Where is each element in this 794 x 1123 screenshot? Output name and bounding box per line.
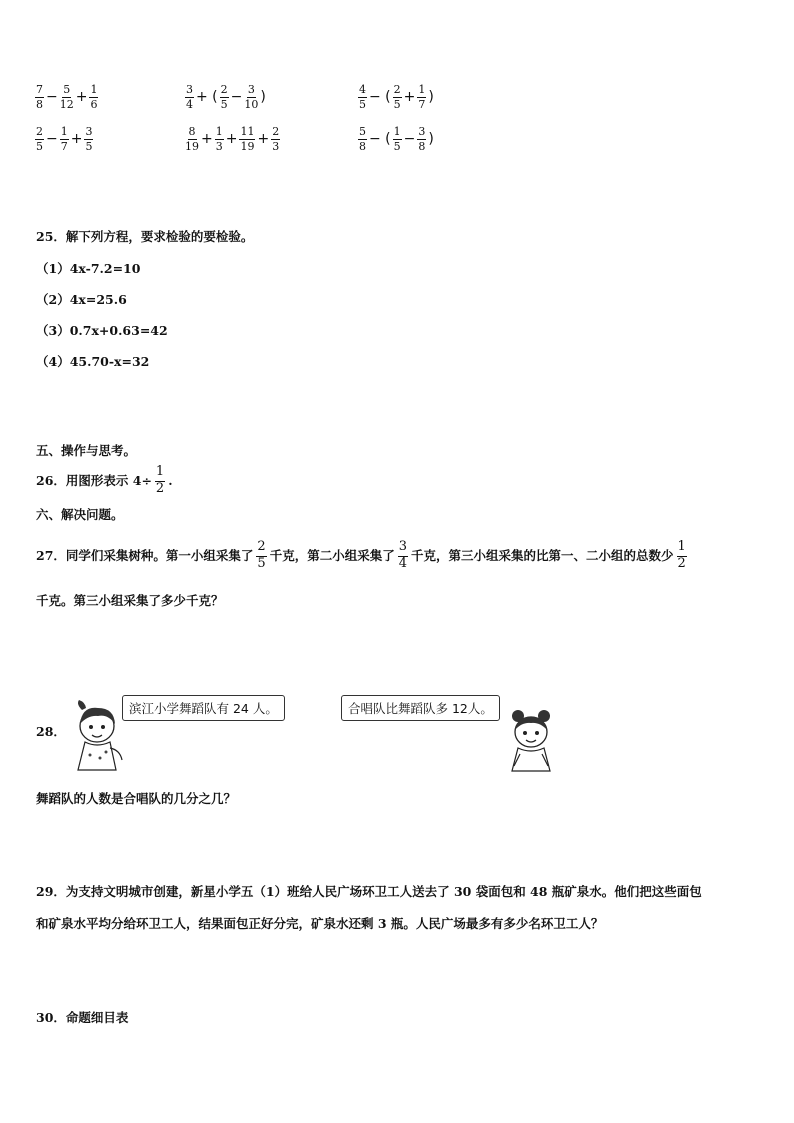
fraction-numerator: 2 bbox=[36, 124, 43, 138]
calc-expression-2-1 bbox=[34, 121, 94, 157]
q27-line-2: 千克。第三小组采集了多少千克？ bbox=[36, 593, 224, 608]
q27-fraction-3-num: 1 bbox=[677, 540, 687, 557]
fraction-denominator: 7 bbox=[418, 97, 426, 111]
q27-line-1 bbox=[36, 536, 690, 576]
operator: − ( bbox=[369, 131, 391, 147]
fraction bbox=[393, 126, 402, 152]
fraction-denominator: 5 bbox=[393, 97, 401, 111]
q27-part-2: 千克，第二小组采集了 bbox=[269, 547, 395, 563]
q30-title: 30．命题细目表 bbox=[36, 1010, 129, 1025]
fraction-numerator: 11 bbox=[240, 124, 255, 138]
operator: − bbox=[230, 89, 243, 105]
fraction-numerator: 3 bbox=[186, 82, 193, 96]
operator: + ( bbox=[196, 89, 218, 105]
operator: ) bbox=[428, 89, 434, 105]
calc-expression-1-1 bbox=[34, 79, 99, 115]
fraction-denominator: 5 bbox=[220, 97, 228, 111]
fraction-denominator: 10 bbox=[244, 97, 259, 111]
fraction-denominator: 5 bbox=[36, 139, 43, 153]
fraction bbox=[271, 126, 280, 152]
operator: ) bbox=[428, 131, 434, 147]
q25-title: 25．解下列方程，要求检验的要检验。 bbox=[36, 229, 254, 244]
fraction-denominator: 19 bbox=[185, 139, 199, 153]
fraction bbox=[358, 126, 367, 152]
q26-prefix: 26．用图形表示 4÷ bbox=[36, 472, 152, 488]
q25-item-3: （3）0.7x+0.63=42 bbox=[36, 323, 168, 338]
fraction bbox=[244, 84, 258, 110]
calc-expression-1-2 bbox=[184, 79, 267, 115]
q27-fraction-2-num: 3 bbox=[398, 540, 408, 557]
fraction bbox=[358, 84, 367, 110]
fraction-denominator: 12 bbox=[59, 97, 74, 111]
fraction-denominator: 19 bbox=[240, 139, 255, 153]
operator: + bbox=[403, 89, 416, 105]
operator: − bbox=[46, 131, 58, 147]
fraction bbox=[84, 126, 93, 152]
fraction bbox=[417, 84, 426, 110]
fraction bbox=[60, 126, 69, 152]
fraction bbox=[239, 126, 255, 152]
q28-question: 舞蹈队的人数是合唱队的几分之几？ bbox=[36, 791, 237, 806]
fraction-denominator: 8 bbox=[418, 139, 426, 153]
fraction-denominator: 6 bbox=[90, 97, 98, 111]
fraction-numerator: 7 bbox=[36, 82, 43, 96]
fraction-numerator: 1 bbox=[215, 124, 223, 138]
q27-fraction-3 bbox=[677, 540, 687, 572]
fraction bbox=[35, 84, 44, 110]
operator: − bbox=[46, 89, 58, 105]
fraction-numerator: 2 bbox=[393, 82, 401, 96]
fraction-numerator: 8 bbox=[188, 124, 196, 138]
fraction-numerator: 1 bbox=[60, 124, 68, 138]
fraction-numerator: 1 bbox=[90, 82, 98, 96]
fraction bbox=[417, 126, 426, 152]
q27-fraction-1-num: 2 bbox=[256, 540, 266, 557]
q25-item-4: （4）45.70-x=32 bbox=[36, 354, 150, 369]
fraction-denominator: 5 bbox=[393, 139, 401, 153]
section-6-heading: 六、解决问题。 bbox=[36, 507, 124, 522]
operator: + bbox=[70, 131, 83, 147]
fraction bbox=[185, 84, 194, 110]
fraction bbox=[215, 126, 224, 152]
fraction-denominator: 5 bbox=[359, 97, 366, 111]
operator: + bbox=[257, 131, 270, 147]
q27-fraction-1 bbox=[256, 540, 266, 572]
fraction bbox=[60, 84, 74, 110]
q29-line-2: 和矿泉水平均分给环卫工人，结果面包正好分完，矿泉水还剩 3 瓶。人民广场最多有多少名环卫工人？ bbox=[36, 916, 604, 931]
q27-fraction-2-den: 4 bbox=[398, 556, 407, 571]
fraction-numerator: 5 bbox=[63, 82, 71, 96]
q27-part-3: 千克，第三小组采集的比第一、二小组的总数少 bbox=[410, 547, 674, 563]
q25-item-1: （1）4x-7.2=10 bbox=[36, 261, 141, 276]
fraction-numerator: 1 bbox=[393, 124, 401, 138]
q26-fraction-den: 2 bbox=[155, 481, 165, 496]
q27-fraction-3-den: 2 bbox=[677, 556, 686, 571]
calc-expression-2-2 bbox=[184, 121, 281, 157]
q26-fraction bbox=[155, 465, 165, 497]
fraction-numerator: 4 bbox=[359, 82, 366, 96]
fraction bbox=[185, 126, 199, 152]
fraction-numerator: 3 bbox=[247, 82, 255, 96]
fraction-denominator: 3 bbox=[272, 139, 280, 153]
q28-number: 28． bbox=[36, 724, 66, 739]
fraction bbox=[35, 126, 44, 152]
q27-fraction-1-den: 5 bbox=[257, 556, 266, 571]
fraction-denominator: 4 bbox=[186, 97, 193, 111]
fraction-numerator: 3 bbox=[85, 124, 93, 138]
fraction-denominator: 3 bbox=[215, 139, 223, 153]
section-5-heading: 五、操作与思考。 bbox=[36, 443, 137, 458]
operator: − bbox=[403, 131, 416, 147]
q29-line-1: 29．为支持文明城市创建，新星小学五（1）班给人民广场环卫工人送去了 30 袋面包和 48 瓶矿泉水。他们把这些面包 bbox=[36, 884, 702, 899]
fraction-numerator: 2 bbox=[272, 124, 280, 138]
fraction-numerator: 3 bbox=[418, 124, 426, 138]
fraction-denominator: 8 bbox=[359, 139, 366, 153]
q26 bbox=[36, 466, 173, 496]
fraction-denominator: 5 bbox=[85, 139, 93, 153]
fraction-numerator: 5 bbox=[359, 124, 366, 138]
girl-right-illustration bbox=[500, 708, 562, 772]
q25-item-2: （2）4x=25.6 bbox=[36, 292, 127, 307]
operator: ) bbox=[260, 89, 266, 105]
fraction bbox=[393, 84, 402, 110]
operator: − ( bbox=[369, 89, 391, 105]
girl-left-illustration bbox=[70, 700, 128, 772]
fraction-denominator: 7 bbox=[60, 139, 68, 153]
fraction-numerator: 1 bbox=[418, 82, 426, 96]
calc-expression-2-3 bbox=[357, 121, 435, 157]
operator: + bbox=[201, 131, 213, 147]
fraction-denominator: 8 bbox=[36, 97, 43, 111]
fraction bbox=[89, 84, 98, 110]
speech-bubble-left: 滨江小学舞蹈队有 24 人。 bbox=[122, 695, 285, 721]
speech-bubble-right: 合唱队比舞蹈队多 12人。 bbox=[341, 695, 500, 721]
operator: + bbox=[75, 89, 88, 105]
calc-expression-1-3 bbox=[357, 79, 435, 115]
fraction-numerator: 2 bbox=[220, 82, 228, 96]
q27-part-1: 27．同学们采集树种。第一小组采集了 bbox=[36, 547, 254, 563]
q26-suffix: . bbox=[168, 472, 173, 488]
q26-fraction-num: 1 bbox=[155, 465, 165, 482]
operator: + bbox=[225, 131, 238, 147]
q27-fraction-2 bbox=[398, 540, 408, 572]
fraction bbox=[220, 84, 229, 110]
